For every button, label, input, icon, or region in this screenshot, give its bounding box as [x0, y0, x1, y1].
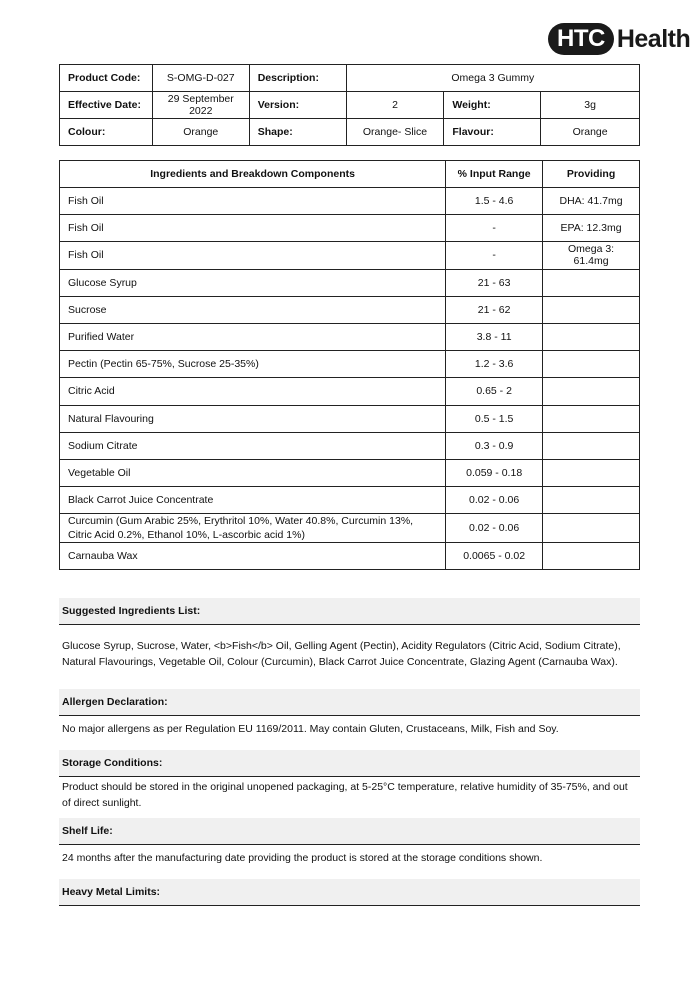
- ingredient-range: 21 - 62: [446, 296, 543, 323]
- shelf-life-section: [59, 818, 640, 866]
- ingredient-name: Fish Oil: [60, 188, 446, 215]
- ingredient-providing: [543, 269, 640, 296]
- version-value: 2: [346, 92, 444, 119]
- ingredient-range: 3.8 - 11: [446, 323, 543, 350]
- storage-section: [59, 750, 640, 811]
- ingredient-row: [60, 432, 640, 459]
- ingredient-row: [60, 459, 640, 486]
- shape-label: Shape:: [249, 119, 346, 146]
- ingredients-body: [60, 188, 640, 570]
- ingredient-range: 21 - 63: [446, 269, 543, 296]
- ingredient-range: 1.2 - 3.6: [446, 351, 543, 378]
- ingredient-name: Black Carrot Juice Concentrate: [60, 487, 446, 514]
- ingredient-name: Fish Oil: [60, 242, 446, 269]
- colour-label: Colour:: [60, 119, 153, 146]
- ingredient-name: Carnauba Wax: [60, 543, 446, 570]
- spec-row: [60, 92, 640, 119]
- suggested-ingredients-title: Suggested Ingredients List:: [59, 598, 640, 625]
- ingredient-row: [60, 188, 640, 215]
- ingredient-providing: DHA: 41.7mg: [543, 188, 640, 215]
- ingredient-name: Citric Acid: [60, 378, 446, 405]
- storage-text: Product should be stored in the original unopened packaging, at 5-25°C temperature, relative humidity of 35-75%, and out of direct sunlight.: [62, 781, 628, 809]
- ingredient-row: [60, 514, 640, 543]
- shape-value: Orange- Slice: [346, 119, 444, 146]
- storage-title: Storage Conditions:: [59, 750, 640, 777]
- ingredient-row: [60, 351, 640, 378]
- ingredient-providing: [543, 405, 640, 432]
- allergen-title: Allergen Declaration:: [59, 689, 640, 716]
- product-spec-table: [59, 64, 640, 146]
- product-code-label: Product Code:: [60, 65, 153, 92]
- ingredient-providing: [543, 543, 640, 570]
- heavy-metal-section: [59, 879, 640, 906]
- ingredients-header-row: [60, 161, 640, 188]
- spec-row: [60, 65, 640, 92]
- ingredient-name: Sodium Citrate: [60, 432, 446, 459]
- ingredient-providing: [543, 296, 640, 323]
- ingredient-name: Vegetable Oil: [60, 459, 446, 486]
- flavour-label: Flavour:: [444, 119, 541, 146]
- ingredient-providing: [543, 432, 640, 459]
- ingredient-providing: [543, 351, 640, 378]
- suggested-ingredients-text: Glucose Syrup, Sucrose, Water, <b>Fish</b> Oil, Gelling Agent (Pectin), Acidity Regulators (Citric Acid, Sodium Citrate), Natural Flavourings, Vegetable Oil, Colour (Curcumin), Black Carrot Juice Concentrate, Glazing Agent (Carnauba Wax).: [62, 640, 621, 668]
- ingredient-providing: [543, 323, 640, 350]
- input-range-header: % Input Range: [446, 161, 543, 188]
- shelf-life-title: Shelf Life:: [59, 818, 640, 845]
- ingredients-header: Ingredients and Breakdown Components: [60, 161, 446, 188]
- ingredient-row: [60, 378, 640, 405]
- flavour-value: Orange: [541, 119, 640, 146]
- ingredient-range: 0.3 - 0.9: [446, 432, 543, 459]
- ingredient-range: 0.5 - 1.5: [446, 405, 543, 432]
- description-label: Description:: [249, 65, 346, 92]
- ingredient-range: 0.65 - 2: [446, 378, 543, 405]
- shelf-life-text: 24 months after the manufacturing date providing the product is stored at the storage conditions shown.: [62, 852, 543, 864]
- ingredient-range: -: [446, 215, 543, 242]
- spec-row: [60, 119, 640, 146]
- ingredient-range: 0.02 - 0.06: [446, 514, 543, 543]
- ingredient-range: 0.0065 - 0.02: [446, 543, 543, 570]
- ingredient-providing: [543, 378, 640, 405]
- ingredient-row: [60, 543, 640, 570]
- ingredient-name: Purified Water: [60, 323, 446, 350]
- ingredient-range: 0.059 - 0.18: [446, 459, 543, 486]
- ingredient-providing: EPA: 12.3mg: [543, 215, 640, 242]
- ingredient-name: Fish Oil: [60, 215, 446, 242]
- ingredient-row: [60, 215, 640, 242]
- ingredient-range: 1.5 - 4.6: [446, 188, 543, 215]
- weight-value: 3g: [541, 92, 640, 119]
- ingredient-name: Natural Flavouring: [60, 405, 446, 432]
- ingredient-name: Glucose Syrup: [60, 269, 446, 296]
- ingredient-name: Curcumin (Gum Arabic 25%, Erythritol 10%, Water 40.8%, Curcumin 13%, Citric Acid 0.2%, Ethanol 10%, L-ascorbic acid 1%): [60, 514, 446, 543]
- ingredients-table: [59, 160, 640, 570]
- effective-date-label: Effective Date:: [60, 92, 153, 119]
- logo-mark: HTC: [548, 23, 614, 55]
- ingredient-range: 0.02 - 0.06: [446, 487, 543, 514]
- effective-date-value: 29 September 2022: [152, 92, 249, 119]
- ingredient-providing: Omega 3: 61.4mg: [543, 242, 640, 269]
- version-label: Version:: [249, 92, 346, 119]
- weight-label: Weight:: [444, 92, 541, 119]
- suggested-ingredients-section: [59, 598, 640, 670]
- ingredient-row: [60, 487, 640, 514]
- allergen-text: No major allergens as per Regulation EU 1169/2011. May contain Gluten, Crustaceans, Milk, Fish and Soy.: [62, 723, 559, 735]
- ingredient-providing: [543, 487, 640, 514]
- ingredient-row: [60, 323, 640, 350]
- description-value: Omega 3 Gummy: [346, 65, 639, 92]
- ingredient-providing: [543, 459, 640, 486]
- allergen-section: [59, 689, 640, 737]
- colour-value: Orange: [152, 119, 249, 146]
- ingredient-row: [60, 405, 640, 432]
- ingredient-row: [60, 296, 640, 323]
- ingredient-row: [60, 242, 640, 269]
- ingredient-range: -: [446, 242, 543, 269]
- ingredient-providing: [543, 514, 640, 543]
- providing-header: Providing: [543, 161, 640, 188]
- logo-word: Health: [616, 24, 691, 53]
- ingredient-row: [60, 269, 640, 296]
- heavy-metal-title: Heavy Metal Limits:: [59, 879, 640, 906]
- htc-health-logo: [548, 22, 690, 56]
- product-code-value: S-OMG-D-027: [152, 65, 249, 92]
- ingredient-name: Sucrose: [60, 296, 446, 323]
- ingredient-name: Pectin (Pectin 65-75%, Sucrose 25-35%): [60, 351, 446, 378]
